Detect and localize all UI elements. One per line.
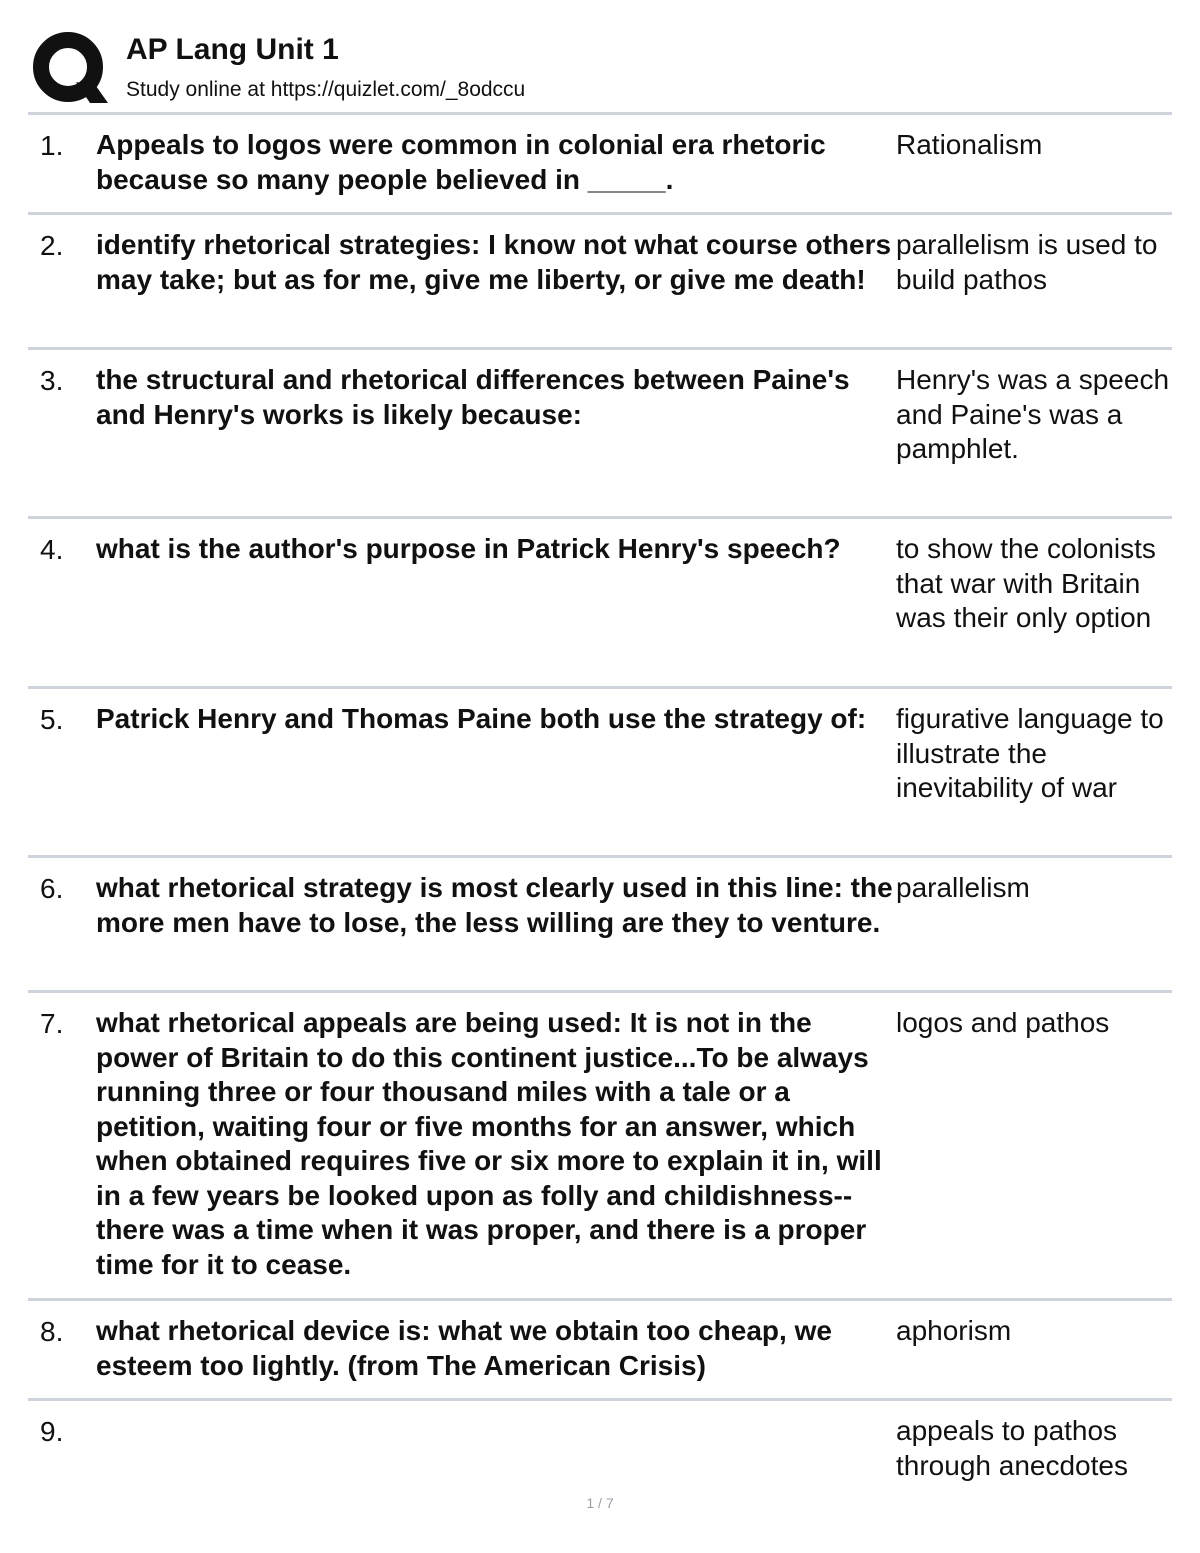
card-term: what rhetorical strategy is most clearly used in this line: the more men have to lose, the less willing are they to venture. — [96, 872, 893, 938]
card-number: 6. — [40, 873, 64, 904]
document-header — [28, 30, 1172, 110]
card-definition: logos and pathos — [896, 1007, 1110, 1038]
card-number: 3. — [40, 365, 64, 396]
card-number: 5. — [40, 704, 64, 735]
flashcard-row — [28, 516, 1172, 686]
card-definition: figurative language to illustrate the inevitability of war — [896, 703, 1164, 803]
card-term: the structural and rhetorical differences between Paine's and Henry's works is likely because: — [96, 364, 850, 430]
card-definition: parallelism — [896, 872, 1030, 903]
quizlet-logo-icon — [30, 30, 110, 106]
card-term: what rhetorical appeals are being used: It is not in the power of Britain to do this continent justice...To be always running three or four thousand miles with a tale or a petition, waiting four or five months for an answer, which when obtained requires five or six more to explain it in, will in a few years be looked upon as folly and childishness-- there was a time when it was proper, and there is a proper time for it to cease. — [96, 1007, 882, 1280]
card-number: 8. — [40, 1316, 64, 1347]
page-number: 1 / 7 — [586, 1495, 614, 1511]
card-definition: parallelism is used to build pathos — [896, 229, 1158, 295]
card-term: identify rhetorical strategies: I know not what course others may take; but as for me, give me liberty, or give me death! — [96, 229, 892, 295]
flashcard-row — [28, 855, 1172, 990]
card-number: 2. — [40, 230, 64, 261]
flashcard-row — [28, 347, 1172, 516]
card-number: 9. — [40, 1416, 64, 1447]
flashcard-row — [28, 112, 1172, 212]
card-definition: to show the colonists that war with Britain was their only option — [896, 533, 1156, 633]
card-number: 1. — [40, 130, 64, 161]
flashcard-row — [28, 1298, 1172, 1398]
document-title: AP Lang Unit 1 — [126, 33, 339, 66]
card-term: Patrick Henry and Thomas Paine both use the strategy of: — [96, 703, 867, 734]
study-online-link[interactable]: Study online at https://quizlet.com/_8odccu — [126, 78, 526, 101]
card-definition: aphorism — [896, 1315, 1012, 1346]
card-term: what rhetorical device is: what we obtain too cheap, we esteem too lightly. (from The American Crisis) — [96, 1315, 832, 1381]
flashcard-list — [28, 112, 1172, 1493]
flashcard-row — [28, 212, 1172, 347]
card-definition: Henry's was a speech and Paine's was a pamphlet. — [896, 364, 1170, 464]
card-number: 4. — [40, 534, 64, 565]
card-definition: Rationalism — [896, 129, 1043, 160]
card-definition: appeals to pathos through anecdotes — [896, 1415, 1128, 1481]
card-number: 7. — [40, 1008, 64, 1039]
card-term: what is the author's purpose in Patrick Henry's speech? — [96, 533, 841, 564]
flashcard-row — [28, 990, 1172, 1298]
flashcard-row — [28, 1398, 1172, 1493]
card-term: Appeals to logos were common in colonial era rhetoric because so many people believed in _____. — [96, 129, 826, 195]
flashcard-row — [28, 686, 1172, 855]
